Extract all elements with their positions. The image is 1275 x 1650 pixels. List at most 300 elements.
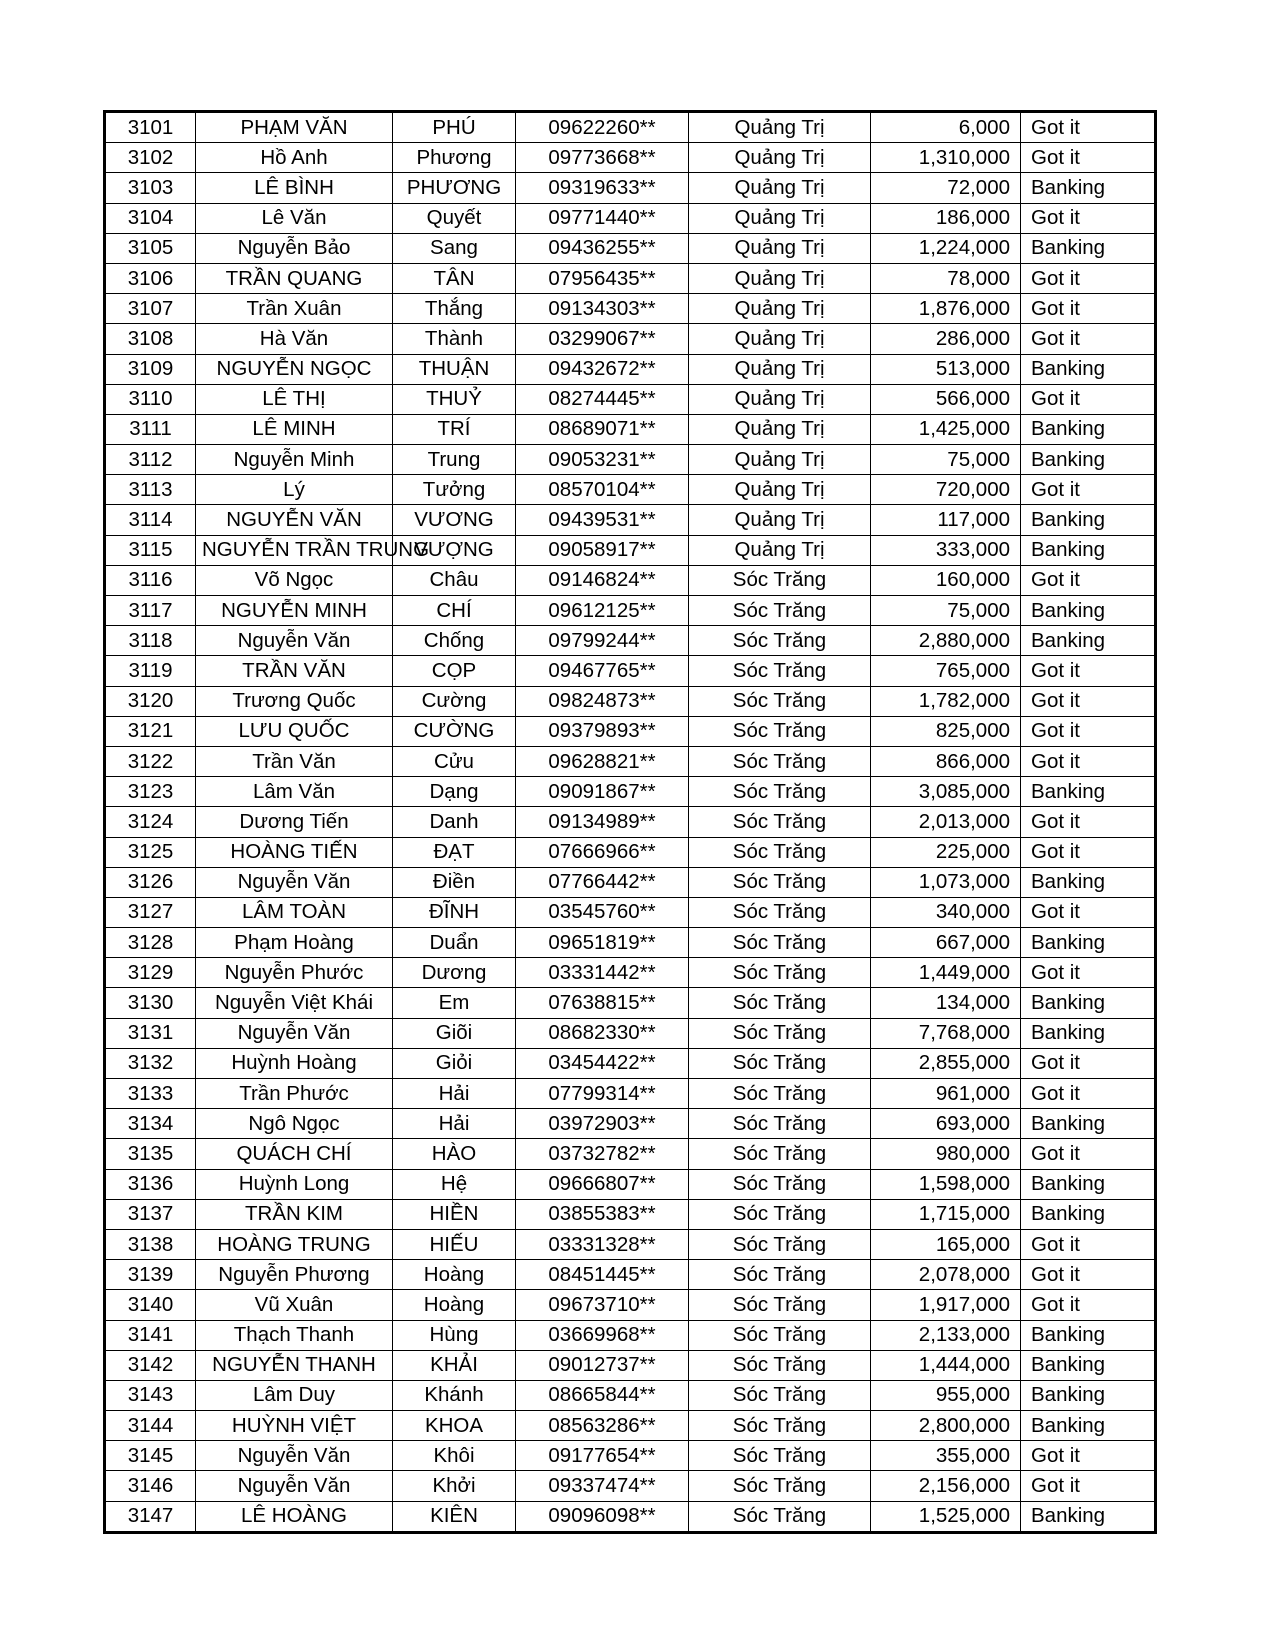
cell-first-name: Thắng [393, 294, 516, 324]
cell-amount: 1,782,000 [871, 686, 1021, 716]
cell-last-name: NGUYỄN VĂN [196, 505, 393, 535]
table-row [106, 1380, 1155, 1410]
cell-phone: 09824873** [516, 686, 689, 716]
cell-first-name: Hoàng [393, 1260, 516, 1290]
cell-first-name: Sang [393, 233, 516, 263]
cell-id: 3101 [106, 113, 196, 143]
table-row [106, 1350, 1155, 1380]
cell-id: 3104 [106, 203, 196, 233]
cell-first-name: Danh [393, 807, 516, 837]
cell-first-name: THUẬN [393, 354, 516, 384]
cell-status: Got it [1021, 113, 1155, 143]
cell-amount: 225,000 [871, 837, 1021, 867]
cell-last-name: NGUYỄN TRẦN TRUNG [196, 535, 393, 565]
table-row [106, 958, 1155, 988]
cell-phone: 08570104** [516, 475, 689, 505]
cell-id: 3114 [106, 505, 196, 535]
cell-last-name: LÊ THỊ [196, 384, 393, 414]
cell-province: Quảng Trị [689, 233, 871, 263]
cell-amount: 2,855,000 [871, 1048, 1021, 1078]
cell-province: Quảng Trị [689, 535, 871, 565]
cell-first-name: Giỏi [393, 1048, 516, 1078]
table-row [106, 294, 1155, 324]
cell-phone: 07799314** [516, 1079, 689, 1109]
cell-province: Quảng Trị [689, 294, 871, 324]
cell-amount: 340,000 [871, 897, 1021, 927]
cell-last-name: NGUYỄN THANH [196, 1350, 393, 1380]
cell-status: Banking [1021, 928, 1155, 958]
cell-id: 3105 [106, 233, 196, 263]
cell-id: 3132 [106, 1048, 196, 1078]
cell-last-name: LÊ BÌNH [196, 173, 393, 203]
cell-amount: 1,917,000 [871, 1290, 1021, 1320]
cell-phone: 03972903** [516, 1109, 689, 1139]
cell-first-name: ĐĨNH [393, 897, 516, 927]
table-row [106, 1199, 1155, 1229]
cell-phone: 09134303** [516, 294, 689, 324]
cell-status: Got it [1021, 837, 1155, 867]
cell-amount: 980,000 [871, 1139, 1021, 1169]
cell-first-name: KIÊN [393, 1501, 516, 1531]
cell-province: Quảng Trị [689, 354, 871, 384]
cell-status: Got it [1021, 1290, 1155, 1320]
cell-first-name: Điền [393, 867, 516, 897]
cell-amount: 286,000 [871, 324, 1021, 354]
cell-status: Banking [1021, 535, 1155, 565]
cell-id: 3107 [106, 294, 196, 324]
cell-province: Sóc Trăng [689, 1411, 871, 1441]
cell-last-name: Huỳnh Hoàng [196, 1048, 393, 1078]
table-row [106, 354, 1155, 384]
cell-status: Got it [1021, 716, 1155, 746]
cell-id: 3111 [106, 414, 196, 444]
cell-last-name: TRẦN VĂN [196, 656, 393, 686]
cell-last-name: Võ Ngọc [196, 565, 393, 595]
cell-province: Sóc Trăng [689, 928, 871, 958]
cell-phone: 09612125** [516, 596, 689, 626]
table-row [106, 505, 1155, 535]
table-row [106, 1018, 1155, 1048]
cell-province: Sóc Trăng [689, 988, 871, 1018]
table-row [106, 1048, 1155, 1078]
cell-last-name: Lâm Duy [196, 1380, 393, 1410]
cell-last-name: HUỲNH VIỆT [196, 1411, 393, 1441]
cell-first-name: Dương [393, 958, 516, 988]
cell-status: Banking [1021, 1380, 1155, 1410]
cell-amount: 825,000 [871, 716, 1021, 746]
table-row [106, 1139, 1155, 1169]
cell-id: 3129 [106, 958, 196, 988]
cell-amount: 1,224,000 [871, 233, 1021, 263]
cell-amount: 866,000 [871, 746, 1021, 776]
cell-first-name: Cường [393, 686, 516, 716]
table-row [106, 867, 1155, 897]
cell-id: 3146 [106, 1471, 196, 1501]
cell-first-name: PHÚ [393, 113, 516, 143]
cell-province: Sóc Trăng [689, 1199, 871, 1229]
cell-amount: 355,000 [871, 1441, 1021, 1471]
table-body [106, 113, 1155, 1532]
cell-last-name: LƯU QUỐC [196, 716, 393, 746]
cell-province: Quảng Trị [689, 324, 871, 354]
cell-first-name: KHOA [393, 1411, 516, 1441]
cell-province: Sóc Trăng [689, 1350, 871, 1380]
cell-id: 3122 [106, 746, 196, 776]
cell-first-name: HÀO [393, 1139, 516, 1169]
cell-first-name: TRÍ [393, 414, 516, 444]
cell-province: Sóc Trăng [689, 1048, 871, 1078]
cell-id: 3113 [106, 475, 196, 505]
cell-first-name: Duẩn [393, 928, 516, 958]
cell-amount: 333,000 [871, 535, 1021, 565]
cell-last-name: HOÀNG TRUNG [196, 1229, 393, 1259]
cell-id: 3125 [106, 837, 196, 867]
cell-phone: 09673710** [516, 1290, 689, 1320]
cell-last-name: LÂM TOÀN [196, 897, 393, 927]
cell-last-name: Lâm Văn [196, 777, 393, 807]
cell-province: Sóc Trăng [689, 1320, 871, 1350]
cell-id: 3135 [106, 1139, 196, 1169]
cell-first-name: Trung [393, 445, 516, 475]
cell-province: Sóc Trăng [689, 1380, 871, 1410]
cell-last-name: Trương Quốc [196, 686, 393, 716]
cell-status: Got it [1021, 807, 1155, 837]
cell-phone: 09666807** [516, 1169, 689, 1199]
cell-amount: 165,000 [871, 1229, 1021, 1259]
cell-id: 3139 [106, 1260, 196, 1290]
cell-phone: 09337474** [516, 1471, 689, 1501]
cell-amount: 2,800,000 [871, 1411, 1021, 1441]
table-row [106, 324, 1155, 354]
cell-last-name: Lê Văn [196, 203, 393, 233]
cell-province: Sóc Trăng [689, 867, 871, 897]
cell-amount: 134,000 [871, 988, 1021, 1018]
cell-province: Sóc Trăng [689, 686, 871, 716]
cell-amount: 6,000 [871, 113, 1021, 143]
cell-amount: 2,013,000 [871, 807, 1021, 837]
table-row [106, 596, 1155, 626]
cell-province: Sóc Trăng [689, 1471, 871, 1501]
cell-last-name: TRẦN QUANG [196, 263, 393, 293]
cell-last-name: Phạm Hoàng [196, 928, 393, 958]
cell-id: 3136 [106, 1169, 196, 1199]
cell-amount: 3,085,000 [871, 777, 1021, 807]
cell-province: Sóc Trăng [689, 897, 871, 927]
cell-amount: 7,768,000 [871, 1018, 1021, 1048]
cell-first-name: TÂN [393, 263, 516, 293]
cell-id: 3115 [106, 535, 196, 565]
table-row [106, 1471, 1155, 1501]
cell-status: Got it [1021, 958, 1155, 988]
cell-phone: 09771440** [516, 203, 689, 233]
cell-last-name: NGUYỄN NGỌC [196, 354, 393, 384]
cell-phone: 09319633** [516, 173, 689, 203]
cell-id: 3140 [106, 1290, 196, 1320]
cell-id: 3110 [106, 384, 196, 414]
cell-last-name: Trần Phước [196, 1079, 393, 1109]
cell-phone: 09177654** [516, 1441, 689, 1471]
cell-last-name: Trần Văn [196, 746, 393, 776]
cell-province: Sóc Trăng [689, 1018, 871, 1048]
cell-last-name: Nguyễn Phước [196, 958, 393, 988]
cell-province: Quảng Trị [689, 505, 871, 535]
cell-amount: 1,598,000 [871, 1169, 1021, 1199]
table-row [106, 716, 1155, 746]
cell-id: 3118 [106, 626, 196, 656]
cell-phone: 03669968** [516, 1320, 689, 1350]
cell-first-name: CHÍ [393, 596, 516, 626]
cell-last-name: Nguyễn Văn [196, 1018, 393, 1048]
cell-province: Quảng Trị [689, 143, 871, 173]
cell-id: 3141 [106, 1320, 196, 1350]
cell-id: 3134 [106, 1109, 196, 1139]
table-row [106, 626, 1155, 656]
table-row [106, 1109, 1155, 1139]
cell-status: Got it [1021, 143, 1155, 173]
cell-province: Sóc Trăng [689, 1260, 871, 1290]
cell-id: 3144 [106, 1411, 196, 1441]
cell-last-name: Nguyễn Văn [196, 867, 393, 897]
cell-status: Got it [1021, 1471, 1155, 1501]
cell-province: Quảng Trị [689, 445, 871, 475]
cell-first-name: Hùng [393, 1320, 516, 1350]
cell-first-name: VƯỢNG [393, 535, 516, 565]
cell-amount: 2,078,000 [871, 1260, 1021, 1290]
cell-amount: 720,000 [871, 475, 1021, 505]
cell-amount: 667,000 [871, 928, 1021, 958]
cell-amount: 160,000 [871, 565, 1021, 595]
cell-phone: 09091867** [516, 777, 689, 807]
cell-id: 3137 [106, 1199, 196, 1229]
cell-province: Quảng Trị [689, 384, 871, 414]
cell-phone: 09651819** [516, 928, 689, 958]
cell-phone: 09622260** [516, 113, 689, 143]
cell-id: 3133 [106, 1079, 196, 1109]
cell-province: Quảng Trị [689, 113, 871, 143]
cell-status: Got it [1021, 324, 1155, 354]
cell-last-name: TRẦN KIM [196, 1199, 393, 1229]
cell-phone: 03545760** [516, 897, 689, 927]
cell-phone: 03299067** [516, 324, 689, 354]
cell-status: Banking [1021, 1501, 1155, 1531]
cell-phone: 07766442** [516, 867, 689, 897]
cell-phone: 08682330** [516, 1018, 689, 1048]
cell-amount: 117,000 [871, 505, 1021, 535]
cell-province: Quảng Trị [689, 203, 871, 233]
cell-status: Got it [1021, 203, 1155, 233]
cell-province: Sóc Trăng [689, 777, 871, 807]
table-row [106, 897, 1155, 927]
cell-first-name: Hải [393, 1079, 516, 1109]
cell-id: 3108 [106, 324, 196, 354]
table-row [106, 988, 1155, 1018]
cell-status: Got it [1021, 384, 1155, 414]
cell-phone: 07666966** [516, 837, 689, 867]
cell-phone: 09058917** [516, 535, 689, 565]
cell-phone: 09436255** [516, 233, 689, 263]
table-row [106, 475, 1155, 505]
cell-first-name: PHƯƠNG [393, 173, 516, 203]
cell-amount: 1,444,000 [871, 1350, 1021, 1380]
cell-amount: 1,525,000 [871, 1501, 1021, 1531]
cell-phone: 03331442** [516, 958, 689, 988]
cell-last-name: PHẠM VĂN [196, 113, 393, 143]
cell-amount: 1,715,000 [871, 1199, 1021, 1229]
cell-amount: 955,000 [871, 1380, 1021, 1410]
cell-first-name: Tưởng [393, 475, 516, 505]
table-row [106, 233, 1155, 263]
table-row [106, 535, 1155, 565]
cell-phone: 03331328** [516, 1229, 689, 1259]
table-row [106, 928, 1155, 958]
table-row [106, 203, 1155, 233]
cell-status: Got it [1021, 746, 1155, 776]
cell-status: Banking [1021, 233, 1155, 263]
cell-status: Got it [1021, 263, 1155, 293]
cell-id: 3103 [106, 173, 196, 203]
cell-phone: 03855383** [516, 1199, 689, 1229]
table-row [106, 746, 1155, 776]
cell-province: Sóc Trăng [689, 1079, 871, 1109]
cell-last-name: Nguyễn Bảo [196, 233, 393, 263]
cell-status: Banking [1021, 867, 1155, 897]
cell-first-name: HIẾU [393, 1229, 516, 1259]
cell-status: Banking [1021, 596, 1155, 626]
cell-status: Banking [1021, 1320, 1155, 1350]
cell-province: Quảng Trị [689, 475, 871, 505]
cell-phone: 09096098** [516, 1501, 689, 1531]
cell-province: Quảng Trị [689, 414, 871, 444]
table-row [106, 1411, 1155, 1441]
cell-first-name: Quyết [393, 203, 516, 233]
cell-last-name: Nguyễn Văn [196, 626, 393, 656]
cell-status: Banking [1021, 1199, 1155, 1229]
cell-status: Got it [1021, 897, 1155, 927]
cell-first-name: Chống [393, 626, 516, 656]
cell-status: Got it [1021, 294, 1155, 324]
cell-amount: 2,156,000 [871, 1471, 1021, 1501]
cell-status: Got it [1021, 656, 1155, 686]
cell-id: 3117 [106, 596, 196, 626]
cell-amount: 1,449,000 [871, 958, 1021, 988]
cell-province: Sóc Trăng [689, 565, 871, 595]
cell-amount: 2,880,000 [871, 626, 1021, 656]
cell-last-name: Hồ Anh [196, 143, 393, 173]
cell-first-name: Phương [393, 143, 516, 173]
table-row [106, 143, 1155, 173]
cell-phone: 03732782** [516, 1139, 689, 1169]
cell-first-name: Châu [393, 565, 516, 595]
cell-id: 3106 [106, 263, 196, 293]
cell-last-name: Hà Văn [196, 324, 393, 354]
table-row [106, 113, 1155, 143]
cell-province: Sóc Trăng [689, 626, 871, 656]
cell-amount: 1,310,000 [871, 143, 1021, 173]
cell-last-name: Nguyễn Văn [196, 1471, 393, 1501]
cell-first-name: Khánh [393, 1380, 516, 1410]
cell-amount: 2,133,000 [871, 1320, 1021, 1350]
table-row [106, 1229, 1155, 1259]
cell-id: 3143 [106, 1380, 196, 1410]
table-row [106, 1441, 1155, 1471]
table-row [106, 565, 1155, 595]
cell-phone: 09628821** [516, 746, 689, 776]
cell-last-name: Huỳnh Long [196, 1169, 393, 1199]
cell-province: Sóc Trăng [689, 656, 871, 686]
cell-last-name: NGUYỄN MINH [196, 596, 393, 626]
cell-province: Sóc Trăng [689, 1441, 871, 1471]
cell-province: Sóc Trăng [689, 716, 871, 746]
table-row [106, 263, 1155, 293]
cell-status: Banking [1021, 505, 1155, 535]
cell-phone: 09799244** [516, 626, 689, 656]
table-row [106, 656, 1155, 686]
cell-last-name: LÊ HOÀNG [196, 1501, 393, 1531]
cell-first-name: ĐẠT [393, 837, 516, 867]
cell-province: Quảng Trị [689, 263, 871, 293]
cell-id: 3121 [106, 716, 196, 746]
cell-status: Banking [1021, 414, 1155, 444]
cell-phone: 09432672** [516, 354, 689, 384]
cell-phone: 08689071** [516, 414, 689, 444]
cell-status: Got it [1021, 1048, 1155, 1078]
cell-phone: 09467765** [516, 656, 689, 686]
cell-status: Got it [1021, 565, 1155, 595]
cell-id: 3112 [106, 445, 196, 475]
cell-status: Banking [1021, 626, 1155, 656]
cell-phone: 08274445** [516, 384, 689, 414]
cell-phone: 09379893** [516, 716, 689, 746]
cell-id: 3102 [106, 143, 196, 173]
cell-phone: 09134989** [516, 807, 689, 837]
cell-status: Got it [1021, 475, 1155, 505]
cell-amount: 765,000 [871, 656, 1021, 686]
cell-phone: 08563286** [516, 1411, 689, 1441]
table-row [106, 807, 1155, 837]
cell-id: 3142 [106, 1350, 196, 1380]
table-row [106, 686, 1155, 716]
cell-province: Sóc Trăng [689, 837, 871, 867]
cell-amount: 1,876,000 [871, 294, 1021, 324]
cell-status: Banking [1021, 173, 1155, 203]
cell-first-name: Em [393, 988, 516, 1018]
cell-id: 3109 [106, 354, 196, 384]
cell-amount: 75,000 [871, 445, 1021, 475]
cell-first-name: Giõi [393, 1018, 516, 1048]
cell-id: 3145 [106, 1441, 196, 1471]
cell-status: Banking [1021, 1411, 1155, 1441]
cell-status: Got it [1021, 1229, 1155, 1259]
cell-phone: 09146824** [516, 565, 689, 595]
cell-phone: 09439531** [516, 505, 689, 535]
cell-first-name: CỌP [393, 656, 516, 686]
cell-province: Sóc Trăng [689, 807, 871, 837]
cell-last-name: Nguyễn Việt Khái [196, 988, 393, 1018]
cell-amount: 513,000 [871, 354, 1021, 384]
cell-status: Banking [1021, 1109, 1155, 1139]
cell-last-name: Dương Tiến [196, 807, 393, 837]
cell-last-name: Lý [196, 475, 393, 505]
table-row [106, 445, 1155, 475]
cell-last-name: Vũ Xuân [196, 1290, 393, 1320]
cell-amount: 566,000 [871, 384, 1021, 414]
cell-province: Sóc Trăng [689, 1109, 871, 1139]
cell-first-name: Khởi [393, 1471, 516, 1501]
cell-id: 3119 [106, 656, 196, 686]
cell-phone: 08665844** [516, 1380, 689, 1410]
cell-status: Banking [1021, 1169, 1155, 1199]
cell-status: Banking [1021, 1350, 1155, 1380]
